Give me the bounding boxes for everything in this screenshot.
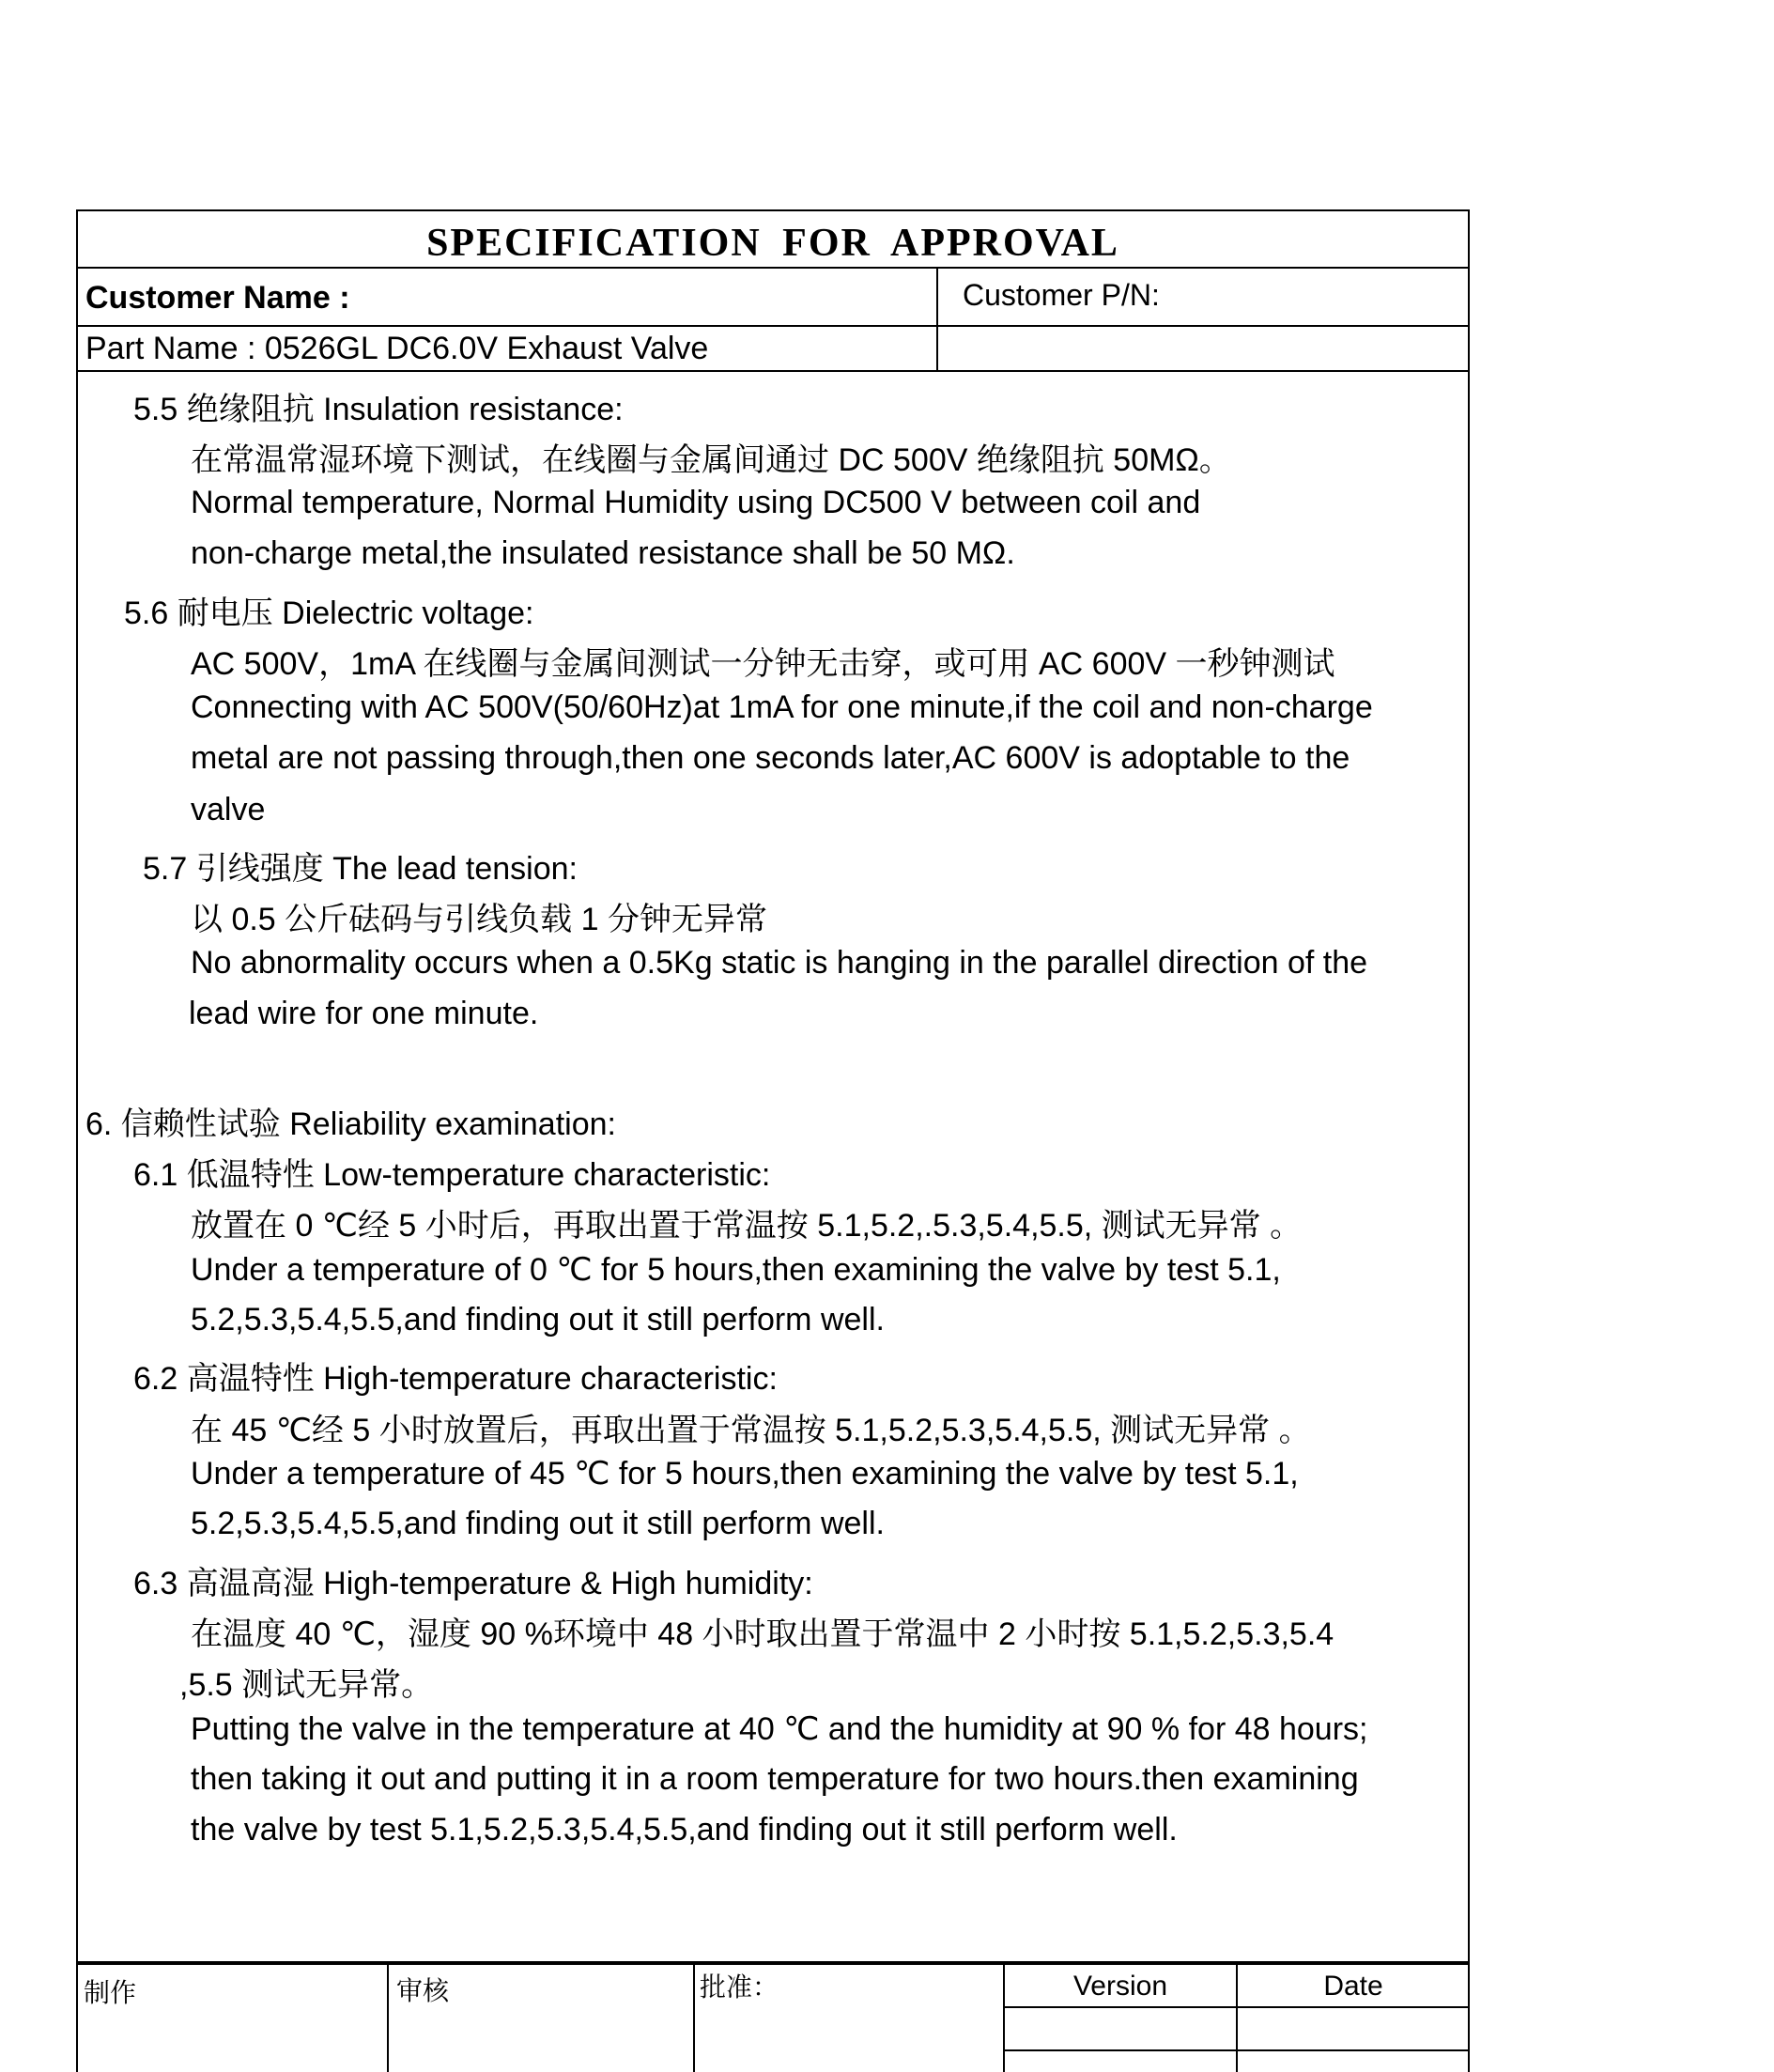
spec-line: Putting the valve in the temperature at 40 ℃ and the humidity at 90 % for 48 hours;: [191, 1711, 1368, 1747]
made-by-label: 制作: [84, 1978, 137, 2007]
footer-top-rule: [76, 1961, 1470, 1965]
footer-row-rule-2: [1003, 2049, 1470, 2051]
review-label: 审核: [396, 1976, 450, 2005]
spec-line: Normal temperature, Normal Humidity using DC500 V between coil and: [191, 485, 1201, 520]
spec-line: 5.6 耐电压 Dielectric voltage:: [124, 595, 534, 631]
spec-line: then taking it out and putting it in a room temperature for two hours.then examining: [191, 1761, 1359, 1797]
spec-line: ,5.5 测试无异常。: [179, 1667, 434, 1703]
spec-line: the valve by test 5.1,5.2,5.3,5.4,5.5,and finding out it still perform well.: [191, 1812, 1178, 1848]
rule-below-partname: [76, 370, 1470, 372]
spec-line: 5.7 引线强度 The lead tension:: [143, 851, 578, 887]
spec-line: 5.2,5.3,5.4,5.5,and finding out it still perform well.: [191, 1302, 885, 1338]
spec-line: Under a temperature of 45 ℃ for 5 hours,then examining the valve by test 5.1,: [191, 1456, 1299, 1492]
date-header: Date: [1323, 1971, 1383, 2002]
spec-line: 在 45 ℃经 5 小时放置后，再取出置于常温按 5.1,5.2,5.3,5.4,5.5, 测试无异常 。: [191, 1413, 1311, 1448]
spec-line: Connecting with AC 500V(50/60Hz)at 1mA for one minute,if the coil and non-charge: [191, 689, 1373, 725]
rule-below-customer: [76, 325, 1470, 327]
spec-line: 6.2 高温特性 High-temperature characteristic:: [133, 1361, 778, 1397]
customer-pn-label: Customer P/N:: [963, 278, 1160, 312]
spec-line: lead wire for one minute.: [189, 996, 539, 1031]
spec-line: Under a temperature of 0 ℃ for 5 hours,then examining the valve by test 5.1,: [191, 1252, 1281, 1288]
header-divider: [936, 267, 938, 371]
spec-line: 在温度 40 ℃，湿度 90 %环境中 48 小时取出置于常温中 2 小时按 5.1,5.2,5.3,5.4: [191, 1616, 1334, 1652]
spec-line: valve: [191, 792, 266, 827]
spec-line: metal are not passing through,then one seconds later,AC 600V is adoptable to the: [191, 740, 1350, 776]
spec-line: 放置在 0 ℃经 5 小时后，再取出置于常温按 5.1,5.2,.5.3,5.4,5.5, 测试无异常 。: [191, 1208, 1303, 1244]
spec-line: 6.1 低温特性 Low-temperature characteristic:: [133, 1157, 771, 1193]
spec-line: 在常温常湿环境下测试，在线圈与金属间通过 DC 500V 绝缘阻抗 50MΩ。: [191, 442, 1231, 478]
spec-line: AC 500V，1mA 在线圈与金属间测试一分钟无击穿，或可用 AC 600V 一秒钟测试: [191, 646, 1335, 682]
spec-line: non-charge metal,the insulated resistance shall be 50 MΩ.: [191, 535, 1015, 571]
document-title: SPECIFICATION FOR APPROVAL: [426, 222, 1119, 265]
spec-line: No abnormality occurs when a 0.5Kg static is hanging in the parallel direction of the: [191, 945, 1368, 981]
spec-line: 以 0.5 公斤砝码与引线负载 1 分钟无异常: [191, 902, 767, 937]
footer-row-rule-1: [1003, 2006, 1470, 2008]
rule-below-title: [76, 267, 1470, 269]
spec-line: 6.3 高温高湿 High-temperature & High humidity:: [133, 1566, 813, 1601]
spec-line: 5.5 绝缘阻抗 Insulation resistance:: [133, 392, 624, 427]
footer-divider-1: [387, 1963, 389, 2072]
spec-line: 5.2,5.3,5.4,5.5,and finding out it still perform well.: [191, 1506, 885, 1541]
spec-line: 6. 信赖性试验 Reliability examination:: [85, 1106, 616, 1142]
customer-name-label: Customer Name :: [85, 280, 350, 316]
approve-label: 批准：: [700, 1972, 779, 2002]
footer-divider-2: [693, 1963, 695, 2072]
part-name-label: Part Name : 0526GL DC6.0V Exhaust Valve: [85, 331, 709, 366]
version-header: Version: [1072, 1971, 1168, 2002]
